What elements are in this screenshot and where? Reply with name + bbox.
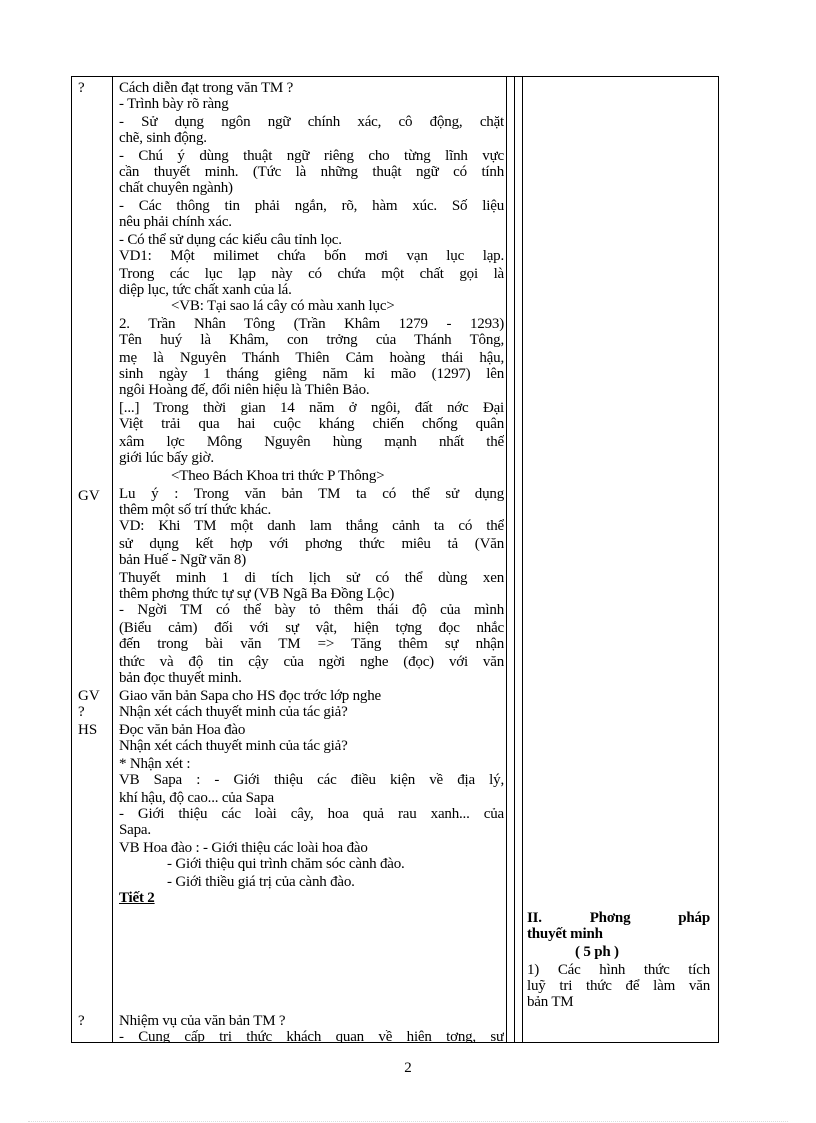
text-line: chất chuyên ngành) <box>119 180 233 196</box>
section-duration: ( 5 ph ) <box>575 944 619 960</box>
text-line: đến trong bài văn TM => Tăng thêm sự nhận <box>119 636 504 652</box>
text-line: - Giới thiều giá trị của cành đào. <box>167 874 355 890</box>
text-line: khí hậu, độ cao... của Sapa <box>119 790 274 806</box>
text-line: - Giới thiệu qui trình chăm sóc cành đào. <box>167 856 405 872</box>
text-line: - Cung cấp tri thức khách quan về hiện tợng, sự <box>119 1029 504 1043</box>
column-divider <box>506 77 507 1042</box>
text-line: thức và độ tin cậy của ngời nghe (đọc) với văn <box>119 654 504 670</box>
text-line: Đọc văn bản Hoa đào <box>119 722 246 738</box>
lesson-period-heading: Tiết 2 <box>119 890 155 906</box>
text-line: thêm một số trí thức khác. <box>119 502 272 518</box>
section-heading: thuyết minh <box>527 926 603 942</box>
text-line: giới lúc bấy giờ. <box>119 450 214 466</box>
text-line: Sapa. <box>119 822 151 838</box>
text-line: Nhận xét cách thuyết minh của tác giả? <box>119 738 348 754</box>
question-label: ? <box>78 704 85 720</box>
text-line: * Nhận xét : <box>119 756 191 772</box>
text-line: VB Sapa : - Giới thiệu các điều kiện về địa lý, <box>119 772 504 788</box>
text-line: - Chú ý dùng thuật ngữ riêng cho từng lĩnh vực <box>119 148 504 164</box>
text-line: - Giới thiệu các loài cây, hoa quả rau xanh... của <box>119 806 504 822</box>
text-line: Trong các lục lạp này có chứa một chất gọi là <box>119 266 504 282</box>
text-line: 2. Trần Nhân Tông (Trần Khâm 1279 - 1293) <box>119 316 504 332</box>
question-label: ? <box>78 1013 85 1029</box>
text-line: luỹ tri thức để làm văn <box>527 978 710 994</box>
text-line: Việt trải qua hai cuộc kháng chiến chống quân <box>119 416 504 432</box>
text-line: bản TM <box>527 994 574 1010</box>
text-line: bản đọc thuyết minh. <box>119 670 242 686</box>
text-line: - Sử dụng ngôn ngữ chính xác, cô động, chặt <box>119 114 504 130</box>
text-line: (Biểu cảm) đối với sự vật, hiện tợng đọc nhắc <box>119 620 504 636</box>
text-line: diệp lục, tức chất xanh của lá. <box>119 282 292 298</box>
text-line: Nhận xét cách thuyết minh của tác giả? <box>119 704 348 720</box>
text-line: chẽ, sinh động. <box>119 130 207 146</box>
text-line: ngôi Hoàng đế, đổi niên hiệu là Thiên Bảo. <box>119 382 370 398</box>
teacher-label: GV <box>78 488 100 504</box>
question-label: ? <box>78 80 85 96</box>
text-line: - Ngời TM có thể bày tỏ thêm thái độ của mình <box>119 602 504 618</box>
text-line: mẹ là Nguyên Thánh Thiên Cảm hoàng thái hậu, <box>119 350 504 366</box>
text-line: thêm phơng thức tự sự (VB Ngã Ba Đồng Lộc) <box>119 586 395 602</box>
column-divider <box>522 77 523 1042</box>
lesson-table <box>71 76 719 1043</box>
text-line: sử dụng kết hợp với phơng thức miêu tả (Văn <box>119 536 504 552</box>
text-line: Giao văn bản Sapa cho HS đọc trớc lớp nghe <box>119 688 381 704</box>
teacher-label: GV <box>78 688 100 704</box>
text-line: Tên huý là Khâm, con trởng của Thánh Tông, <box>119 332 504 348</box>
text-line: VB Hoa đào : - Giới thiệu các loài hoa đào <box>119 840 368 856</box>
text-line: Cách diễn đạt trong văn TM ? <box>119 80 294 96</box>
text-line: Thuyết minh 1 di tích lịch sử có thể dùng xen <box>119 570 504 586</box>
text-line: cần thuyết minh. (Tức là những thuật ngữ có tính <box>119 164 504 180</box>
text-line: sinh ngày 1 tháng giêng năm kỉ mão (1297) lên <box>119 366 504 382</box>
text-line: xâm lợc Mông Nguyên hùng mạnh nhất thế <box>119 434 504 450</box>
text-line: Nhiệm vụ của văn bản TM ? <box>119 1013 286 1029</box>
page-number: 2 <box>404 1060 412 1076</box>
section-heading: II. Phơng pháp <box>527 910 710 926</box>
text-line: nêu phải chính xác. <box>119 214 232 230</box>
source-citation: <VB: Tại sao lá cây có màu xanh lục> <box>171 298 395 314</box>
text-line: - Trình bày rõ ràng <box>119 96 229 112</box>
student-label: HS <box>78 722 98 738</box>
footer-divider <box>28 1121 788 1122</box>
text-line: [...] Trong thời gian 14 năm ở ngôi, đất nớc Đại <box>119 400 504 416</box>
source-citation: <Theo Bách Khoa tri thức P Thông> <box>171 468 385 484</box>
text-line: 1) Các hình thức tích <box>527 962 710 978</box>
text-line: - Có thể sử dụng các kiểu câu tỉnh lọc. <box>119 232 342 248</box>
text-line: - Các thông tin phải ngắn, rõ, hàm xúc. Số liệu <box>119 198 504 214</box>
text-line: VD1: Một milimet chứa bốn mơi vạn lục lạp. <box>119 248 504 264</box>
text-line: VD: Khi TM một danh lam thắng cảnh ta có thể <box>119 518 504 534</box>
text-line: bản Huế - Ngữ văn 8) <box>119 552 247 568</box>
column-divider <box>112 77 113 1042</box>
column-divider <box>514 77 515 1042</box>
text-line: Lu ý : Trong văn bản TM ta có thể sử dụng <box>119 486 504 502</box>
